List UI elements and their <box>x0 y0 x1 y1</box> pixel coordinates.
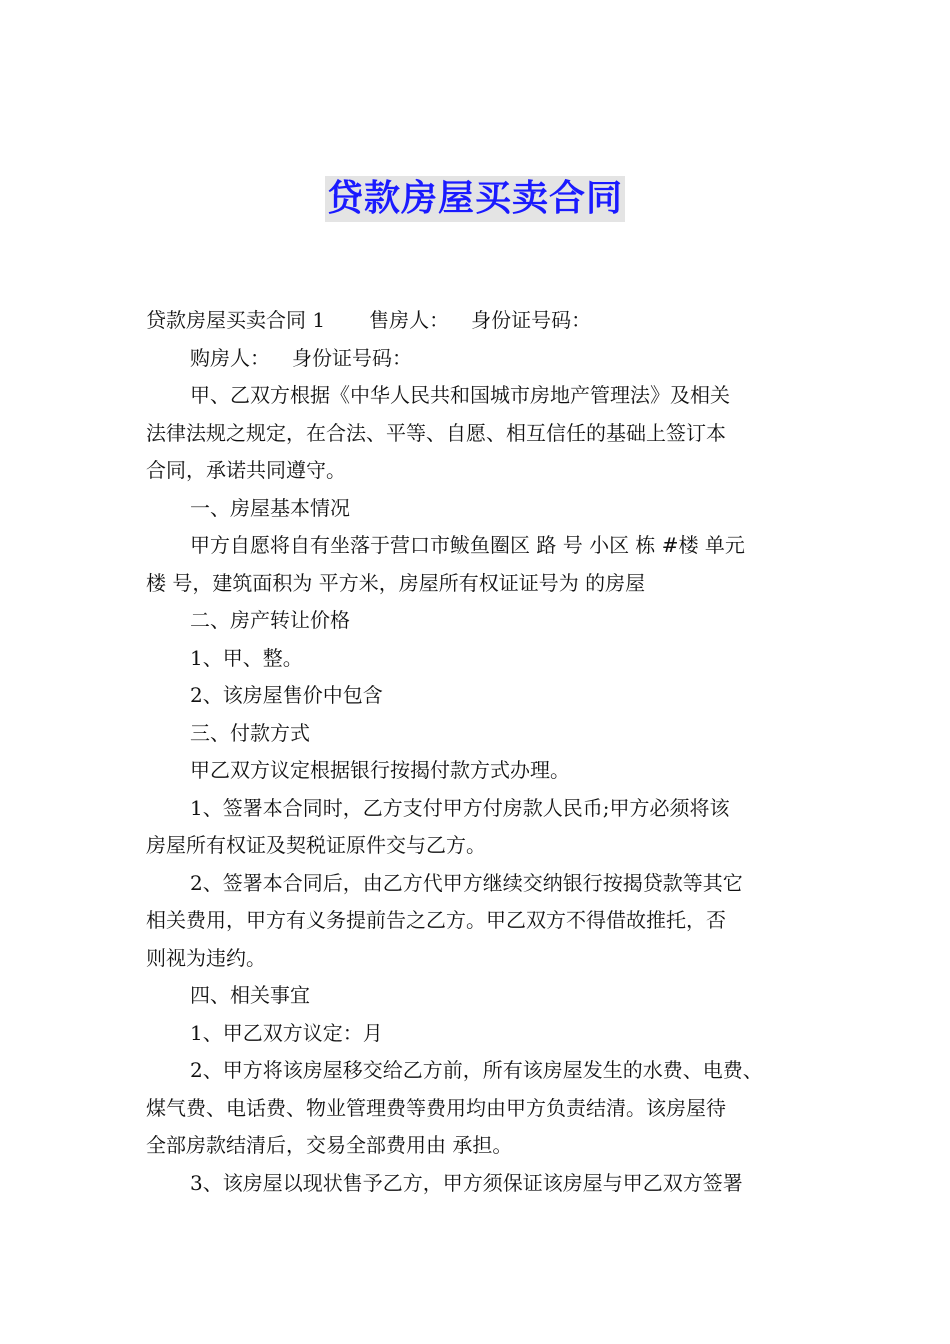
buyer-line <box>146 340 826 378</box>
clause-item: 1、甲乙双方议定：月 <box>190 1020 383 1045</box>
buyer-id-label: 身份证号码： <box>292 345 412 370</box>
paragraph-line: 甲、乙双方根据《中华人民共和国城市房地产管理法》及相关 <box>190 383 730 407</box>
section-heading: 三、付款方式 <box>190 720 310 745</box>
buyer-label: 购房人： <box>190 345 270 370</box>
clause-item: 1、甲、整。 <box>190 645 303 670</box>
clause-item: 2、甲方将该房屋移交给乙方前，所有该房屋发生的水费、电费、 <box>190 1058 763 1082</box>
paragraph-line: 楼 号，建筑面积为 平方米，房屋所有权证证号为 的房屋 <box>146 570 646 595</box>
section-heading: 四、相关事宜 <box>190 983 310 1007</box>
paragraph-line: 法律法规之规定，在合法、平等、自愿、相互信任的基础上签订本 <box>146 420 726 445</box>
seller-line <box>146 302 826 340</box>
paragraph-line: 甲乙双方议定根据银行按揭付款方式办理。 <box>190 758 570 782</box>
seller-id-label: 身份证号码： <box>471 308 592 332</box>
paragraph-line: 合同，承诺共同遵守。 <box>146 458 346 482</box>
document-body <box>146 302 826 1202</box>
paragraph-line: 房屋所有权证及契税证原件交与乙方。 <box>146 833 486 857</box>
seller-label: 售房人： <box>369 308 450 332</box>
paragraph-line: 甲方自愿将自有坐落于营口市鲅鱼圈区 路 号 小区 栋 #楼 单元 <box>190 533 745 557</box>
section-heading: 二、房产转让价格 <box>190 608 350 632</box>
title-container <box>0 176 950 222</box>
section-heading: 一、房屋基本情况 <box>190 495 350 520</box>
paragraph-line: 则视为违约。 <box>146 945 266 970</box>
clause-item: 3、该房屋以现状售予乙方，甲方须保证该房屋与甲乙双方签署 <box>190 1170 743 1195</box>
clause-item: 2、该房屋售价中包含 <box>190 683 383 707</box>
paragraph-line: 煤气费、电话费、物业管理费等费用均由甲方负责结清。该房屋待 <box>146 1095 726 1120</box>
clause-item: 1、签署本合同时，乙方支付甲方付房款人民币;甲方必须将该 <box>190 795 730 820</box>
paragraph-line: 全部房款结清后，交易全部费用由 承担。 <box>146 1133 513 1157</box>
clause-item: 2、签署本合同后，由乙方代甲方继续交纳银行按揭贷款等其它 <box>190 870 743 895</box>
paragraph-line: 相关费用，甲方有义务提前告之乙方。甲乙双方不得借故推托，否 <box>146 908 726 932</box>
contract-heading-inline: 贷款房屋买卖合同 1 <box>146 308 326 332</box>
document-title: 贷款房屋买卖合同 <box>325 176 625 222</box>
